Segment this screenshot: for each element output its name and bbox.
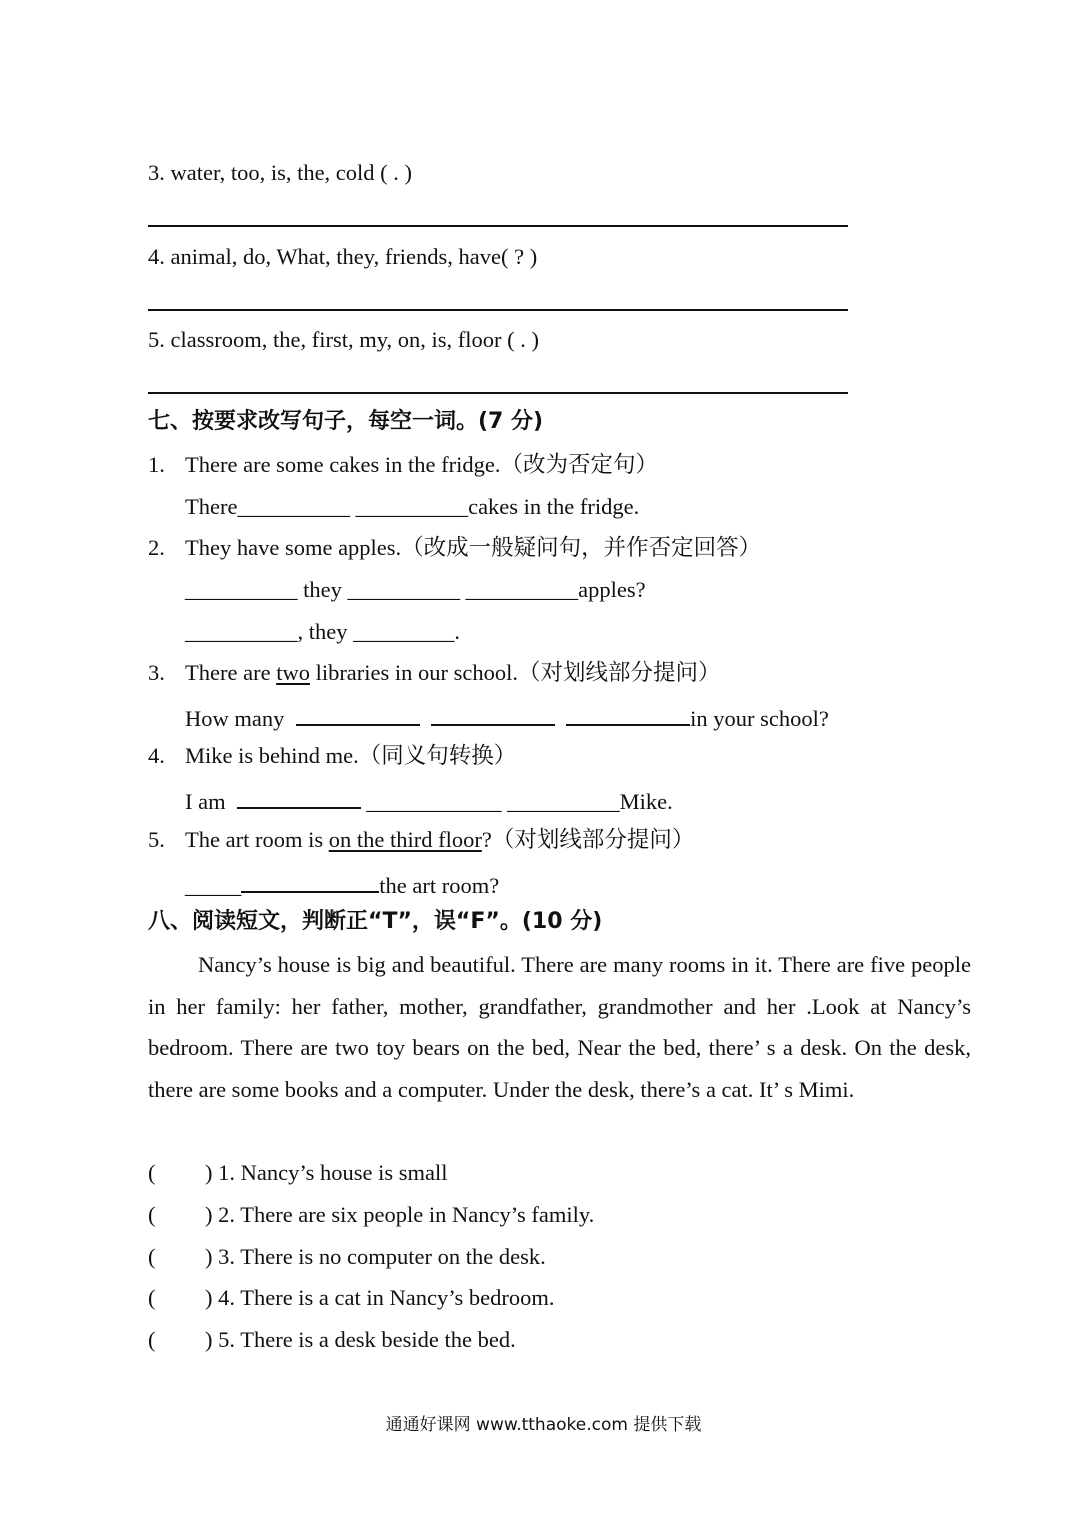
s7-q3-answer-post: in your school? bbox=[690, 706, 829, 731]
reorder-item-4: 4. animal, do, What, they, friends, have( ? ) bbox=[148, 244, 538, 269]
section-8-title: 八、阅读短文，判断正“T”，误“F”。(10 分) bbox=[148, 909, 603, 934]
judge-paren-open-1[interactable]: ( bbox=[148, 1160, 156, 1185]
s7-q3-blank-1[interactable] bbox=[296, 704, 420, 726]
s7-q1-text: There are some cakes in the fridge.（改为否定句） bbox=[185, 452, 658, 477]
s7-q3-number: 3. bbox=[148, 660, 165, 685]
s7-question-4 bbox=[148, 745, 516, 768]
s7-q5-number: 5. bbox=[148, 827, 165, 852]
judge-statement-4: 4. There is a cat in Nancy’s bedroom. bbox=[218, 1285, 555, 1310]
s7-q5-pre: The art room is bbox=[185, 827, 329, 852]
s7-q4-blank-1[interactable] bbox=[237, 787, 361, 809]
page-footer: 通通好课网 www.tthaoke.com 提供下载 bbox=[385, 1415, 702, 1435]
judge-paren-close-1[interactable]: ) bbox=[205, 1160, 213, 1185]
s7-q5-post: ?（对划线部分提问） bbox=[481, 827, 695, 852]
section-7-title: 七、按要求改写句子，每空一词。(7 分) bbox=[148, 409, 544, 434]
reading-passage-text: Nancy’s house is big and beautiful. There are many rooms in it. There are five people in her family: her father, mother, grandfather, grandmother and her .Look at Nancy’s bedroom. There are two toy bears on the bed, Near the bed, there’ s a desk. On the desk, there are some books and a computer. Under the desk, there’s a cat. It’ s Mimi. bbox=[148, 952, 971, 1102]
s7-question-1 bbox=[148, 454, 658, 477]
s7-question-5 bbox=[148, 829, 694, 852]
judge-paren-open-4[interactable]: ( bbox=[148, 1285, 156, 1310]
judge-item-2 bbox=[148, 1204, 594, 1227]
judge-statement-3: 3. There is no computer on the desk. bbox=[218, 1244, 546, 1269]
s7-q4-answer bbox=[185, 787, 673, 814]
reading-passage bbox=[148, 944, 971, 1110]
judge-paren-close-5[interactable]: ) bbox=[205, 1327, 213, 1352]
s7-q2-answer-question[interactable]: __________ they __________ __________apples? bbox=[185, 577, 646, 602]
judge-statement-2: 2. There are six people in Nancy’s family. bbox=[218, 1202, 595, 1227]
s7-question-3 bbox=[148, 662, 721, 685]
reorder-item-3: 3. water, too, is, the, cold ( . ) bbox=[148, 160, 413, 185]
s7-q4-answer-post[interactable]: ____________ __________Mike. bbox=[360, 789, 673, 814]
s7-q1-answer[interactable]: There__________ __________cakes in the fridge. bbox=[185, 494, 640, 519]
judge-paren-close-2[interactable]: ) bbox=[205, 1202, 213, 1227]
judge-item-1 bbox=[148, 1162, 447, 1185]
s7-q2-number: 2. bbox=[148, 535, 165, 560]
s7-q5-answer-post: the art room? bbox=[379, 873, 500, 898]
judge-item-4 bbox=[148, 1287, 554, 1310]
answer-line-3[interactable] bbox=[148, 225, 848, 227]
s7-q2-text: They have some apples.（改成一般疑问句，并作否定回答） bbox=[185, 535, 762, 560]
judge-statement-5: 5. There is a desk beside the bed. bbox=[218, 1327, 516, 1352]
s7-question-2 bbox=[148, 537, 761, 560]
judge-item-3 bbox=[148, 1246, 546, 1269]
answer-line-4[interactable] bbox=[148, 309, 848, 311]
reorder-item-5: 5. classroom, the, first, my, on, is, floor ( . ) bbox=[148, 327, 539, 352]
s7-q3-blank-3[interactable] bbox=[566, 704, 690, 726]
s7-q4-number: 4. bbox=[148, 743, 165, 768]
s7-q3-answer-pre: How many bbox=[185, 706, 290, 731]
s7-q3-underlined: two bbox=[276, 660, 310, 685]
s7-q3-pre: There are bbox=[185, 660, 277, 685]
judge-paren-open-3[interactable]: ( bbox=[148, 1244, 156, 1269]
s7-q2-answer-reply[interactable]: __________, they _________. bbox=[185, 619, 460, 644]
s7-q3-answer bbox=[185, 704, 829, 731]
judge-paren-close-3[interactable]: ) bbox=[205, 1244, 213, 1269]
s7-q1-number: 1. bbox=[148, 452, 165, 477]
answer-line-5[interactable] bbox=[148, 392, 848, 394]
judge-item-5 bbox=[148, 1329, 516, 1352]
s7-q3-blank-2[interactable] bbox=[431, 704, 555, 726]
judge-statement-1: 1. Nancy’s house is small bbox=[218, 1160, 448, 1185]
judge-paren-close-4[interactable]: ) bbox=[205, 1285, 213, 1310]
s7-q5-underlined: on the third floor bbox=[328, 827, 482, 852]
s7-q5-blank[interactable] bbox=[241, 871, 379, 893]
judge-paren-open-2[interactable]: ( bbox=[148, 1202, 156, 1227]
s7-q5-answer-pre[interactable]: _____ bbox=[185, 873, 242, 898]
s7-q4-text: Mike is behind me.（同义句转换） bbox=[185, 743, 517, 768]
s7-q4-answer-pre: I am bbox=[185, 789, 232, 814]
s7-q3-post: libraries in our school.（对划线部分提问） bbox=[309, 660, 721, 685]
s7-q5-answer bbox=[185, 871, 499, 898]
judge-paren-open-5[interactable]: ( bbox=[148, 1327, 156, 1352]
